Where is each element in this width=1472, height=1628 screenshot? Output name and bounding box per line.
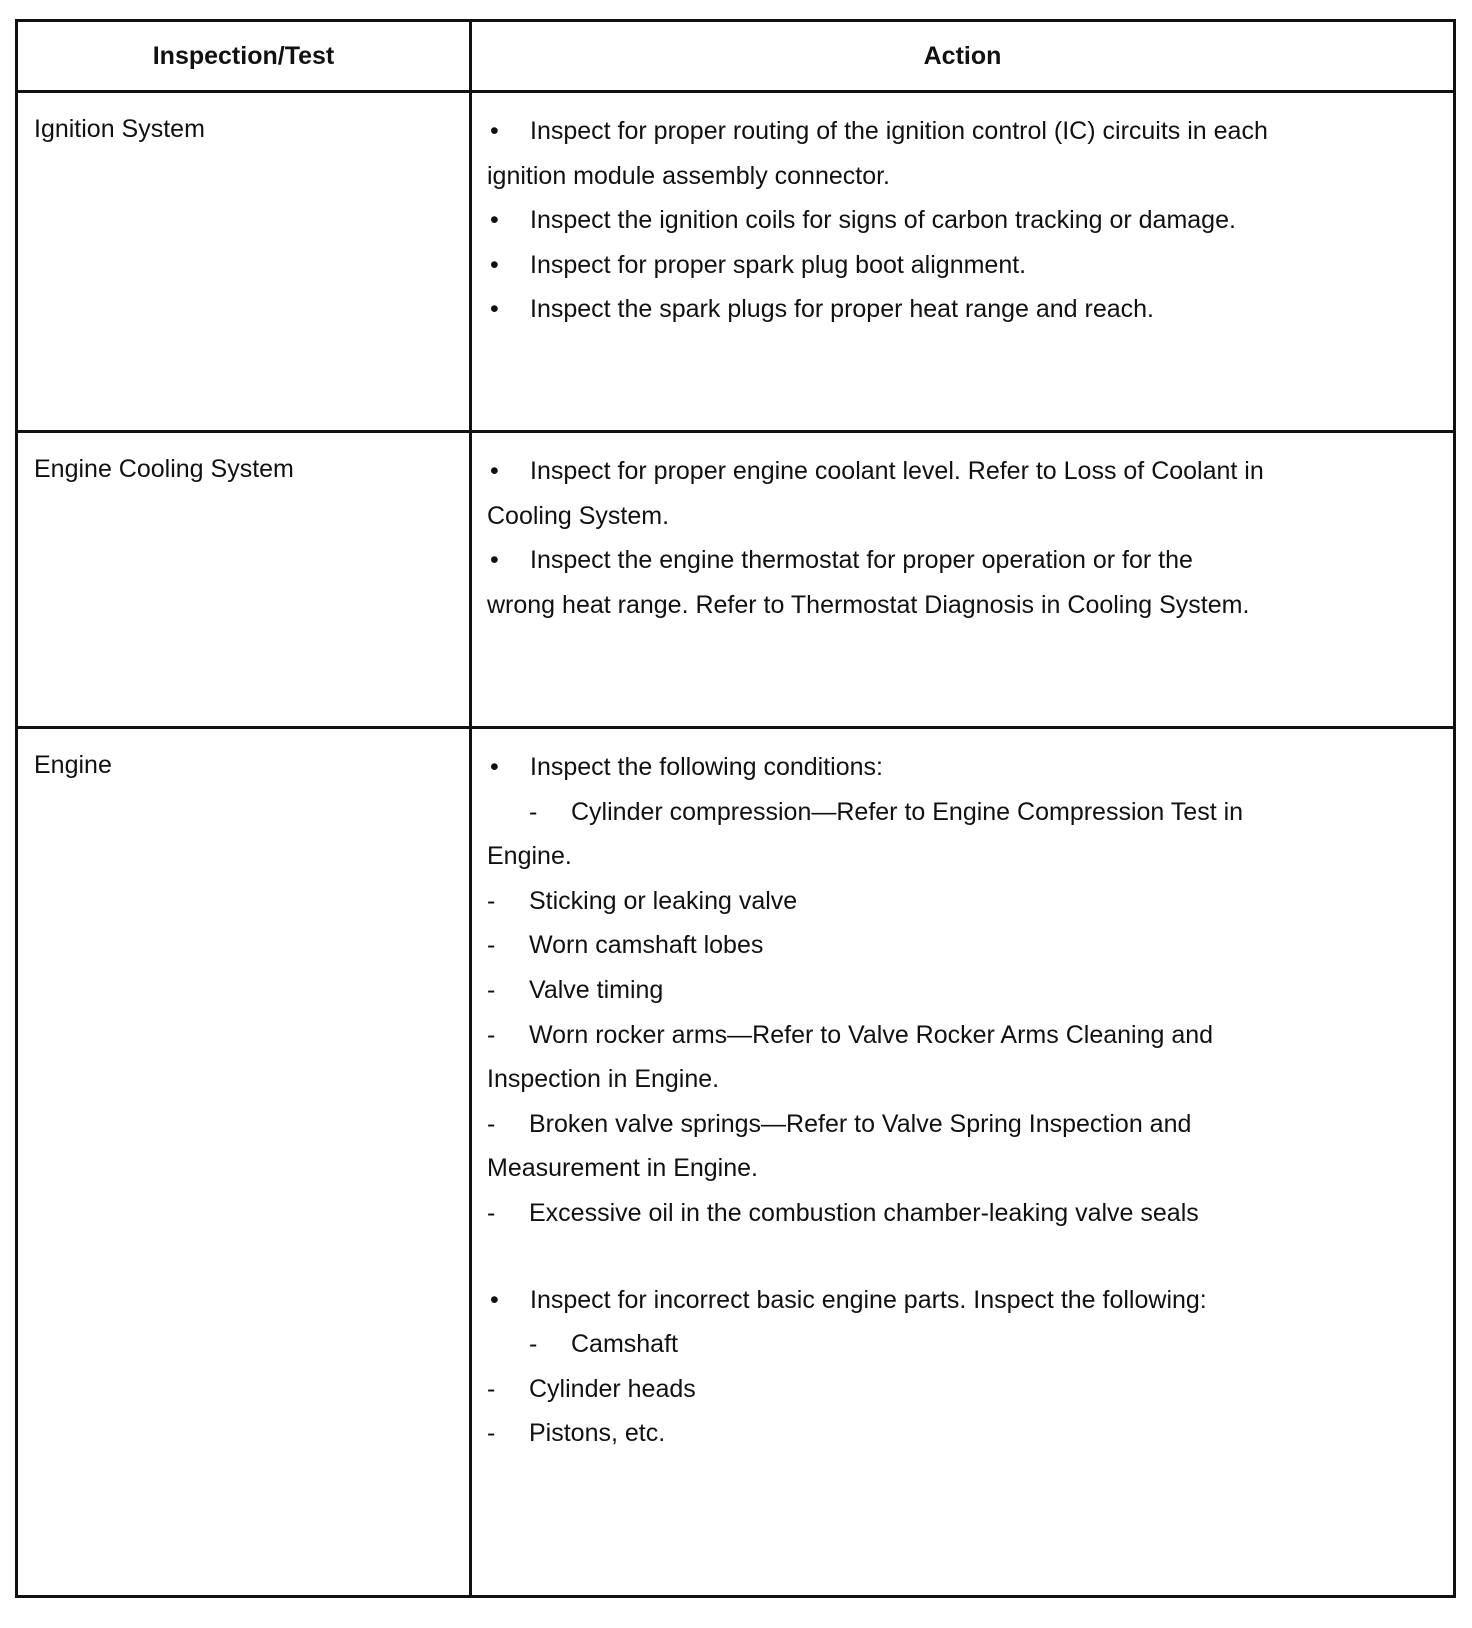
action-line: - Pistons, etc. [487,1419,666,1448]
action-line: • Inspect the engine thermostat for proper operation or for the [490,546,1193,575]
action-line: - Cylinder compression—Refer to Engine Compression Test in [529,797,1244,826]
action-line: • Inspect for proper spark plug boot alignment. [490,250,1027,279]
action-line: • Inspect the spark plugs for proper heat range and reach. [490,295,1154,324]
action-line: • Inspect for proper engine coolant level. Refer to Loss of Coolant in [490,457,1264,485]
header-divider [18,90,1453,93]
inspection-table [15,19,1456,1598]
row-divider [18,726,1453,729]
action-line: Measurement in Engine. [487,1154,758,1183]
action-line: • Inspect the ignition coils for signs of carbon tracking or damage. [490,206,1236,235]
action-line: - Sticking or leaking valve [487,886,798,915]
spacer [487,1236,1427,1278]
action-line: • Inspect the following conditions: [490,753,883,781]
action-line: Engine. [487,842,572,871]
action-line: - Valve timing [487,975,664,1004]
action-line: - Worn rocker arms—Refer to Valve Rocker Arms Cleaning and [487,1020,1214,1049]
action-line: - Excessive oil in the combustion chamber-leaking valve seals [487,1198,1199,1227]
row-label-ignition-system: Ignition System [34,115,205,143]
action-line: • Inspect for incorrect basic engine parts. Inspect the following: [490,1285,1207,1314]
row-divider [18,430,1453,433]
row-label-engine-cooling-system: Engine Cooling System [34,455,294,483]
action-line: Cooling System. [487,501,670,530]
action-cell-ignition-system [487,109,1427,332]
action-line: - Cylinder heads [487,1374,696,1403]
action-line: Inspection in Engine. [487,1065,720,1094]
action-line: - Worn camshaft lobes [487,931,764,960]
action-line: - Broken valve springs—Refer to Valve Spring Inspection and [487,1109,1192,1138]
action-line: • Inspect for proper routing of the ignition control (IC) circuits in each [490,117,1268,145]
action-line: ignition module assembly connector. [487,161,891,190]
column-divider [469,22,472,1595]
action-cell-engine [487,745,1427,1456]
action-line: - Camshaft [529,1330,678,1359]
action-cell-engine-cooling-system [487,449,1427,627]
action-line: wrong heat range. Refer to Thermostat Diagnosis in Cooling System. [487,590,1250,619]
row-label-engine: Engine [34,751,112,779]
column-header-action: Action [923,41,1002,70]
column-header-inspection-test: Inspection/Test [152,41,335,70]
